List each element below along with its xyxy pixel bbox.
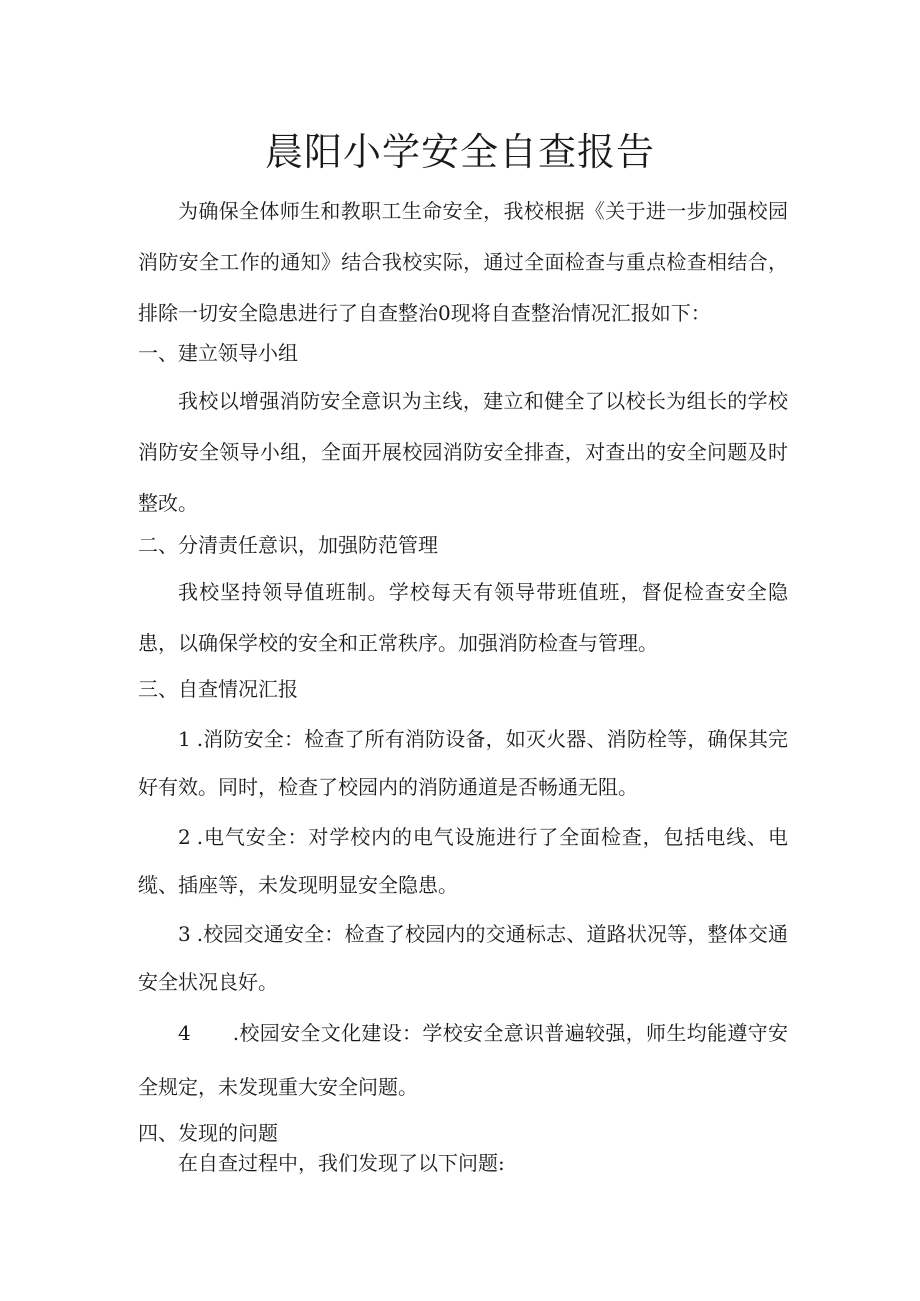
section-heading-3: 三、自查情况汇报 — [138, 677, 298, 701]
item-number: 1 — [178, 727, 191, 751]
section-heading-1: 一、建立领导小组 — [138, 341, 298, 365]
section-body-1: 我校以增强消防安全意识为主线，建立和健全了以校长为组长的学校消防安全领导小组，全面开展校园消防安全排查，对查出的安全问题及时整改。 — [138, 389, 788, 515]
item-text: .电气安全：对学校内的电气设施进行了全面检查，包括电线、电缆、插座等，未发现明显安全隐患。 — [138, 825, 788, 897]
item-number: 3 — [178, 922, 191, 946]
item-number: 4 — [178, 1021, 191, 1045]
list-item — [138, 910, 788, 1006]
item-text: .校园交通安全：检查了校园内的交通标志、道路状况等，整体交通安全状况良好。 — [138, 922, 788, 994]
list-item — [138, 715, 788, 811]
section-body-2: 我校坚持领导值班制。学校每天有领导带班值班，督促检查安全隐患，以确保学校的安全和正常秩序。加强消防检查与管理。 — [138, 580, 788, 655]
item-text: .校园安全文化建设：学校安全意识普遍较强，师生均能遵守安全规定，未发现重大安全问题。 — [138, 1021, 788, 1099]
section-heading-2: 二、分清责任意识，加强防范管理 — [138, 533, 438, 557]
intro-paragraph: 为确保全体师生和教职工生命安全，我校根据《关于进一步加强校园消防安全工作的通知》结合我校实际，通过全面检查与重点检查相结合，排除一切安全隐患进行了自查整治0现将自查整治情况汇报如下： — [138, 199, 788, 325]
list-item — [138, 1006, 788, 1114]
section-body-4: 在自查过程中，我们发现了以下问题: — [178, 1151, 505, 1175]
item-number: 2 — [178, 825, 191, 849]
item-text: .消防安全：检查了所有消防设备，如灭火器、消防栓等，确保其完好有效。同时，检查了校园内的消防通道是否畅通无阻。 — [138, 727, 788, 799]
section-heading-4: 四、发现的问题 — [138, 1121, 278, 1145]
document-title: 晨阳小学安全自查报告 — [264, 130, 655, 174]
list-item — [138, 813, 788, 909]
